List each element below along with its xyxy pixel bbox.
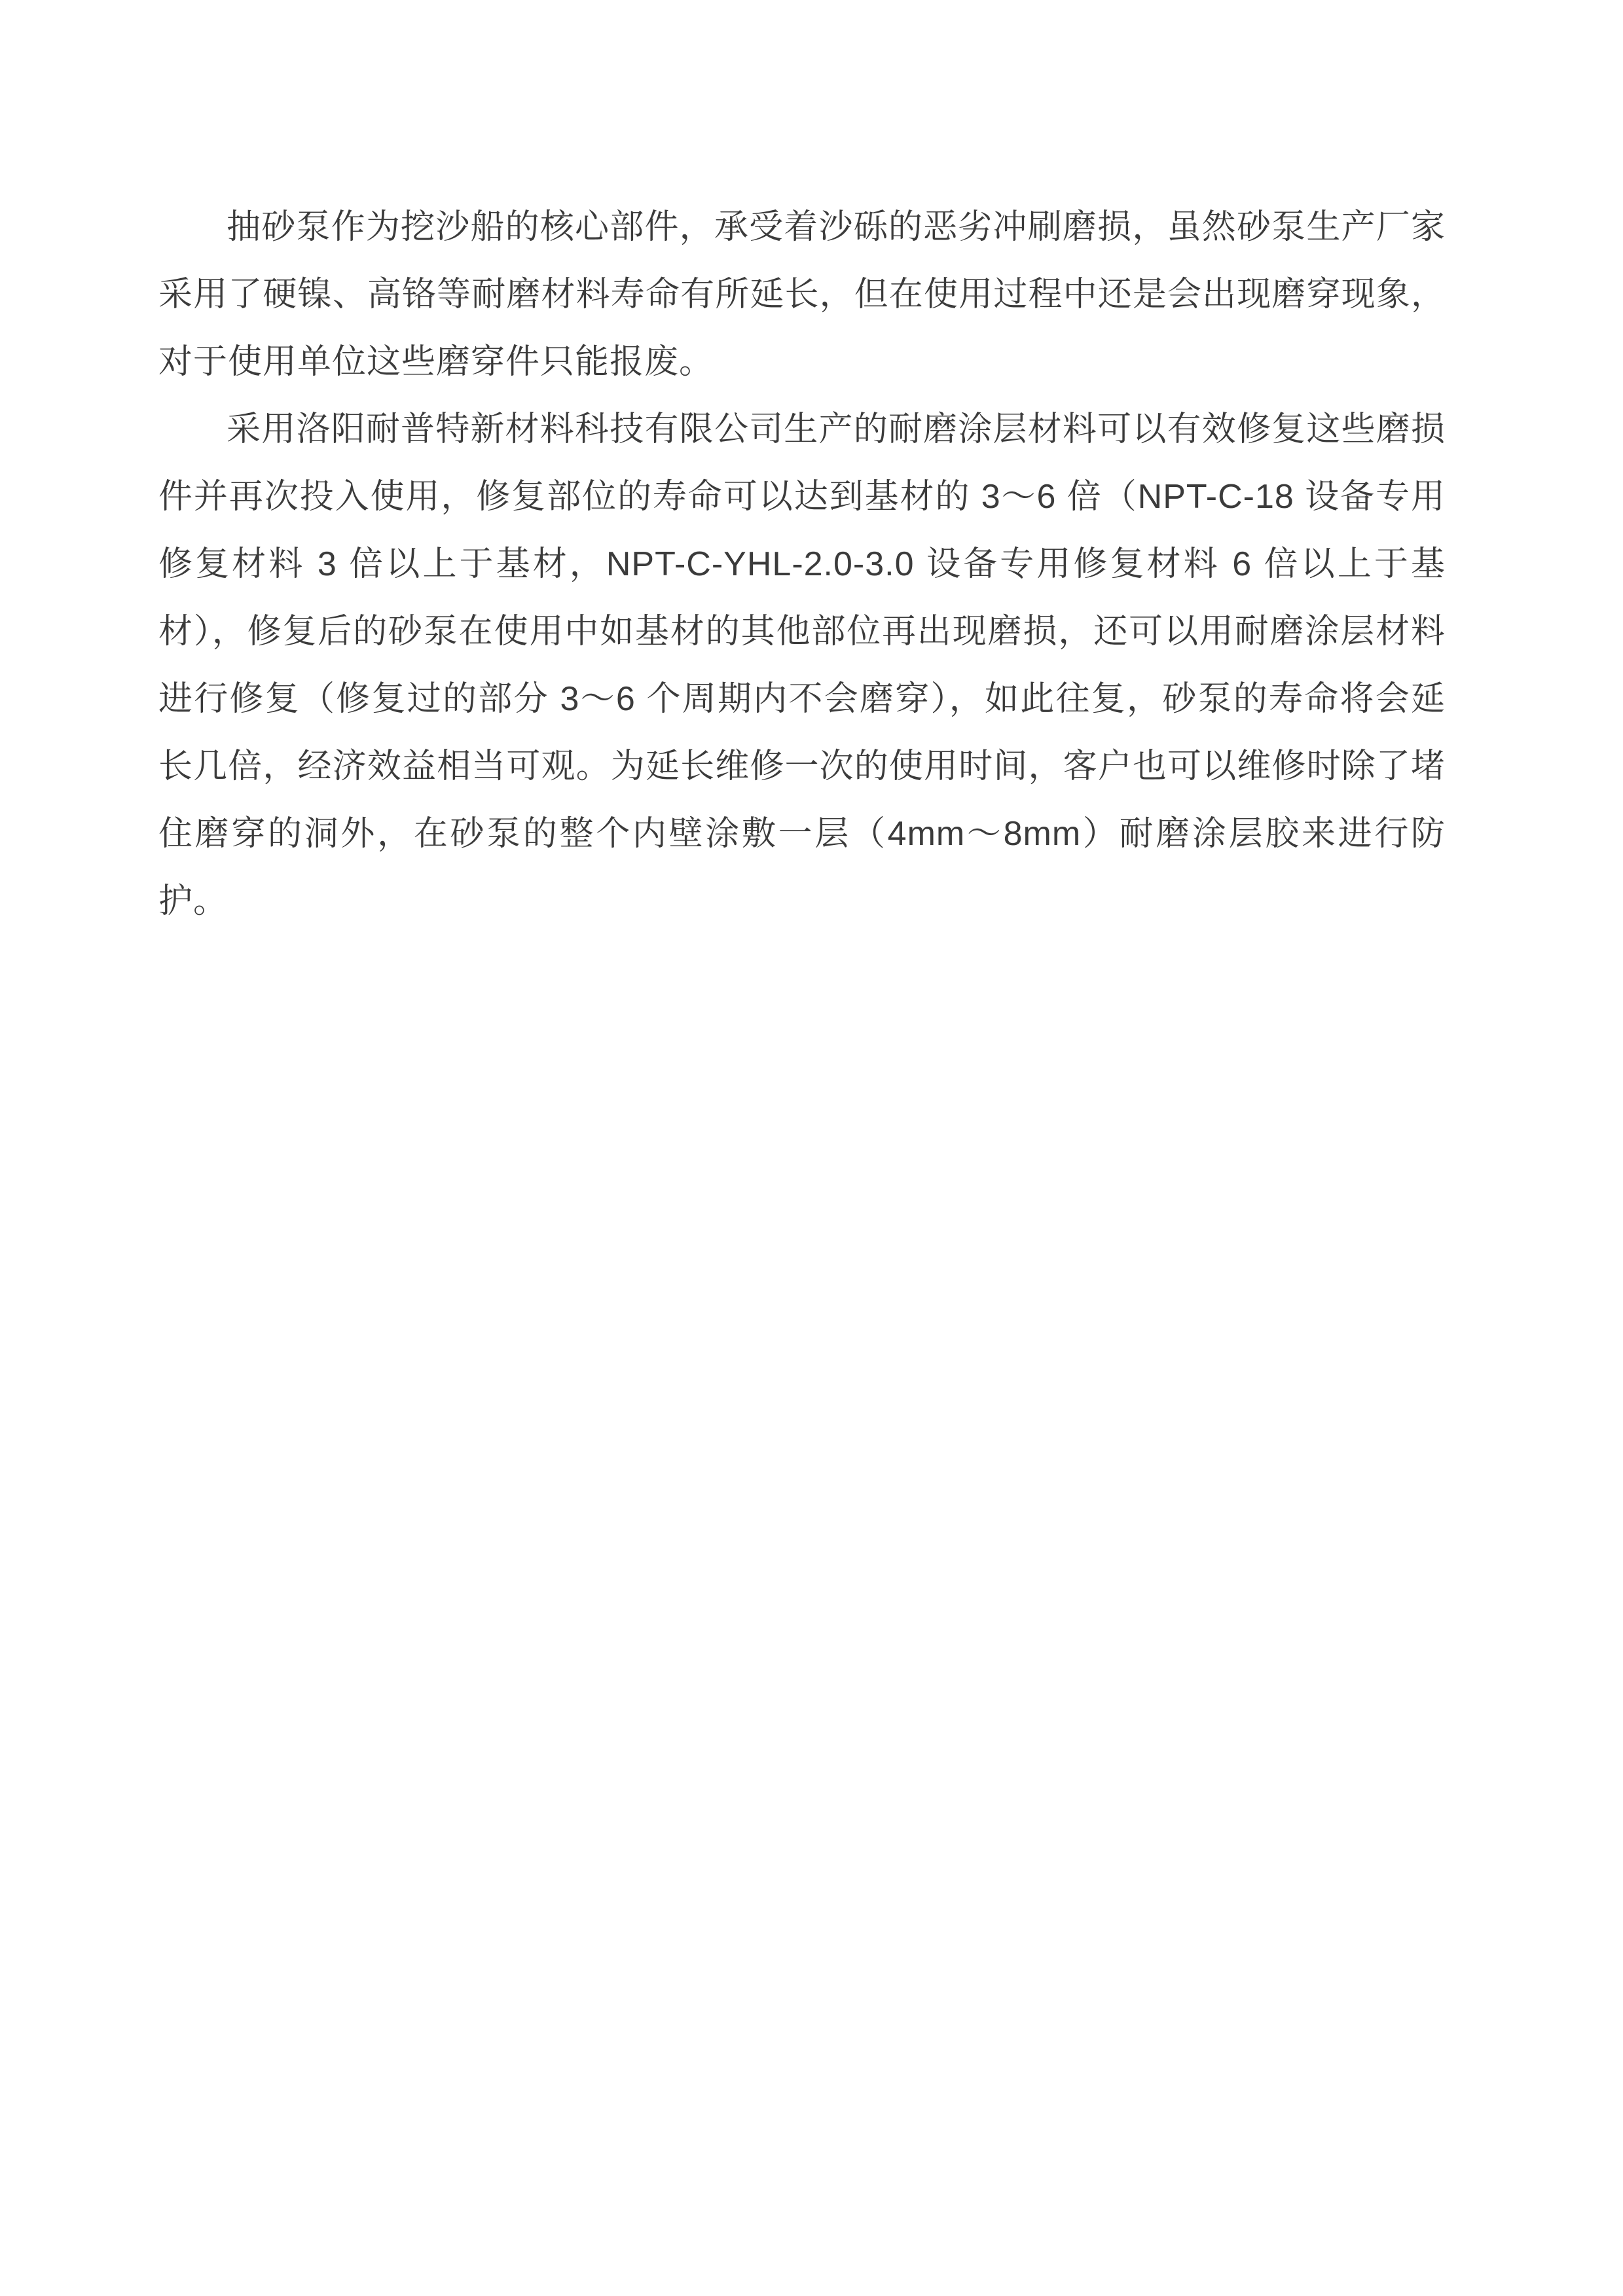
document-body xyxy=(158,194,1446,935)
paragraph-coating-repair: 采用洛阳耐普特新材料科技有限公司生产的耐磨涂层材料可以有效修复这些磨损件并再次投入使用，修复部位的寿命可以达到基材的 3～6 倍（NPT-C-18 设备专用修复材料 3 倍以上于基材，NPT-C-YHL-2.0-3.0 设备专用修复材料 6 倍以上于基材），修复后的砂泵在使用中如基材的其他部位再出现磨损，还可以用耐磨涂层材料进行修复（修复过的部分 3～6 个周期内不会磨穿），如此往复，砂泵的寿命将会延长几倍，经济效益相当可观。为延长维修一次的使用时间，客户也可以维修时除了堵住磨穿的洞外，在砂泵的整个内壁涂敷一层（4mm～8mm）耐磨涂层胶来进行防护。 xyxy=(158,410,1446,920)
paragraph-sand-pump-wear: 抽砂泵作为挖沙船的核心部件，承受着沙砾的恶劣冲刷磨损，虽然砂泵生产厂家采用了硬镍、高铬等耐磨材料寿命有所延长，但在使用过程中还是会出现磨穿现象，对于使用单位这些磨穿件只能报废。 xyxy=(158,208,1446,381)
